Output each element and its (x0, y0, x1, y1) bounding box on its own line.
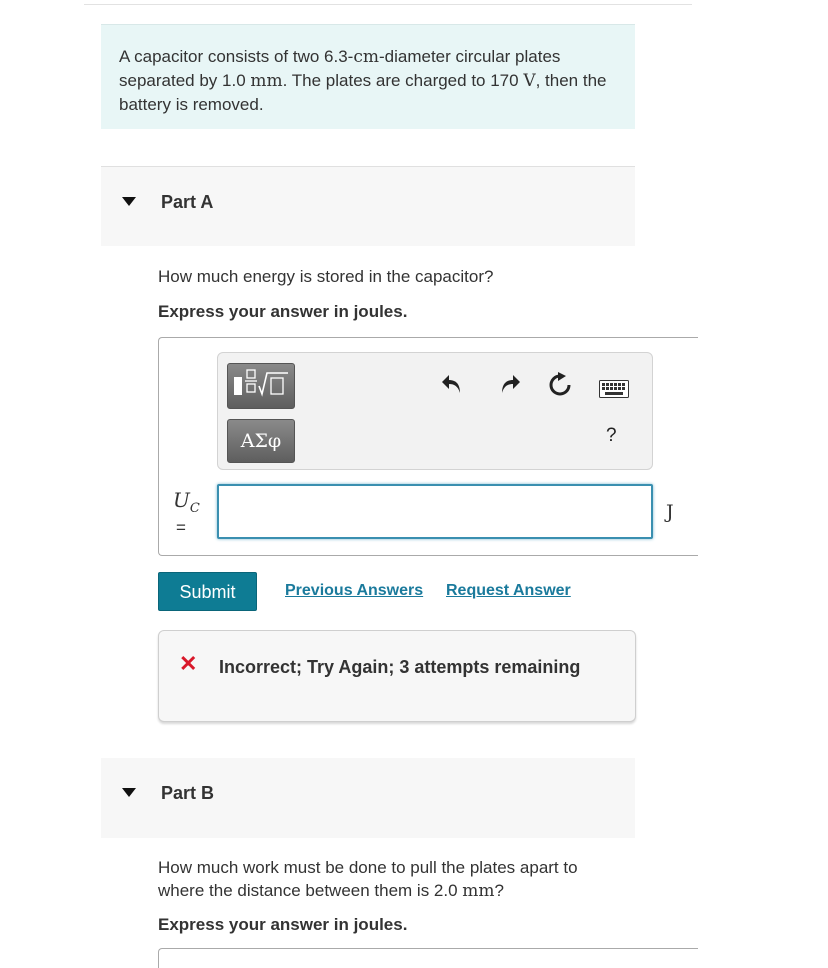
collapse-triangle-icon[interactable] (122, 197, 136, 206)
part-b-header[interactable] (101, 758, 635, 838)
templates-button[interactable] (227, 363, 295, 409)
unit-mm: mm (462, 881, 495, 901)
problem-statement: A capacitor consists of two 6.3-cm-diameter circular plates separated by 1.0 mm. The plates are charged to 170 V, then the battery is removed. (119, 47, 607, 114)
submit-button[interactable]: Submit (158, 572, 257, 611)
top-divider (84, 4, 692, 5)
part-b-label: Part B (161, 783, 215, 803)
previous-answers-link[interactable]: Previous Answers (285, 582, 424, 599)
redo-icon[interactable] (496, 371, 522, 404)
incorrect-x-icon: ✕ (179, 651, 198, 676)
answer-input[interactable] (217, 484, 653, 539)
unit-cm: cm (353, 47, 379, 67)
reset-icon[interactable] (547, 371, 573, 404)
variable-label: $U_C$ (173, 488, 200, 516)
unit-volts: V (523, 71, 536, 91)
part-a-label: Part A (161, 192, 214, 212)
request-answer-link[interactable]: Request Answer (446, 582, 571, 599)
collapse-triangle-icon[interactable] (122, 788, 136, 797)
feedback-panel (158, 630, 636, 722)
unit-mm: mm (250, 71, 283, 91)
undo-icon[interactable] (440, 371, 466, 404)
templates-icon (228, 364, 294, 408)
part-b-instruction: Express your answer in joules. (158, 915, 408, 934)
greek-symbols-button[interactable]: ΑΣφ (227, 419, 295, 463)
part-a-question: How much energy is stored in the capacitor? (158, 267, 494, 286)
part-a-header[interactable] (101, 166, 635, 246)
equals-sign: = (176, 518, 186, 537)
part-b-answer-container (158, 948, 698, 968)
keyboard-icon[interactable] (599, 377, 629, 405)
unit-label: J (666, 501, 674, 523)
part-b-question: How much work must be done to pull the plates apart to where the distance between them is 2.0 mm? (158, 858, 578, 901)
help-icon[interactable]: ? (606, 425, 617, 446)
part-a-instruction: Express your answer in joules. (158, 302, 408, 321)
feedback-text: Incorrect; Try Again; 3 attempts remaining (219, 657, 581, 677)
math-toolbar (217, 352, 653, 470)
